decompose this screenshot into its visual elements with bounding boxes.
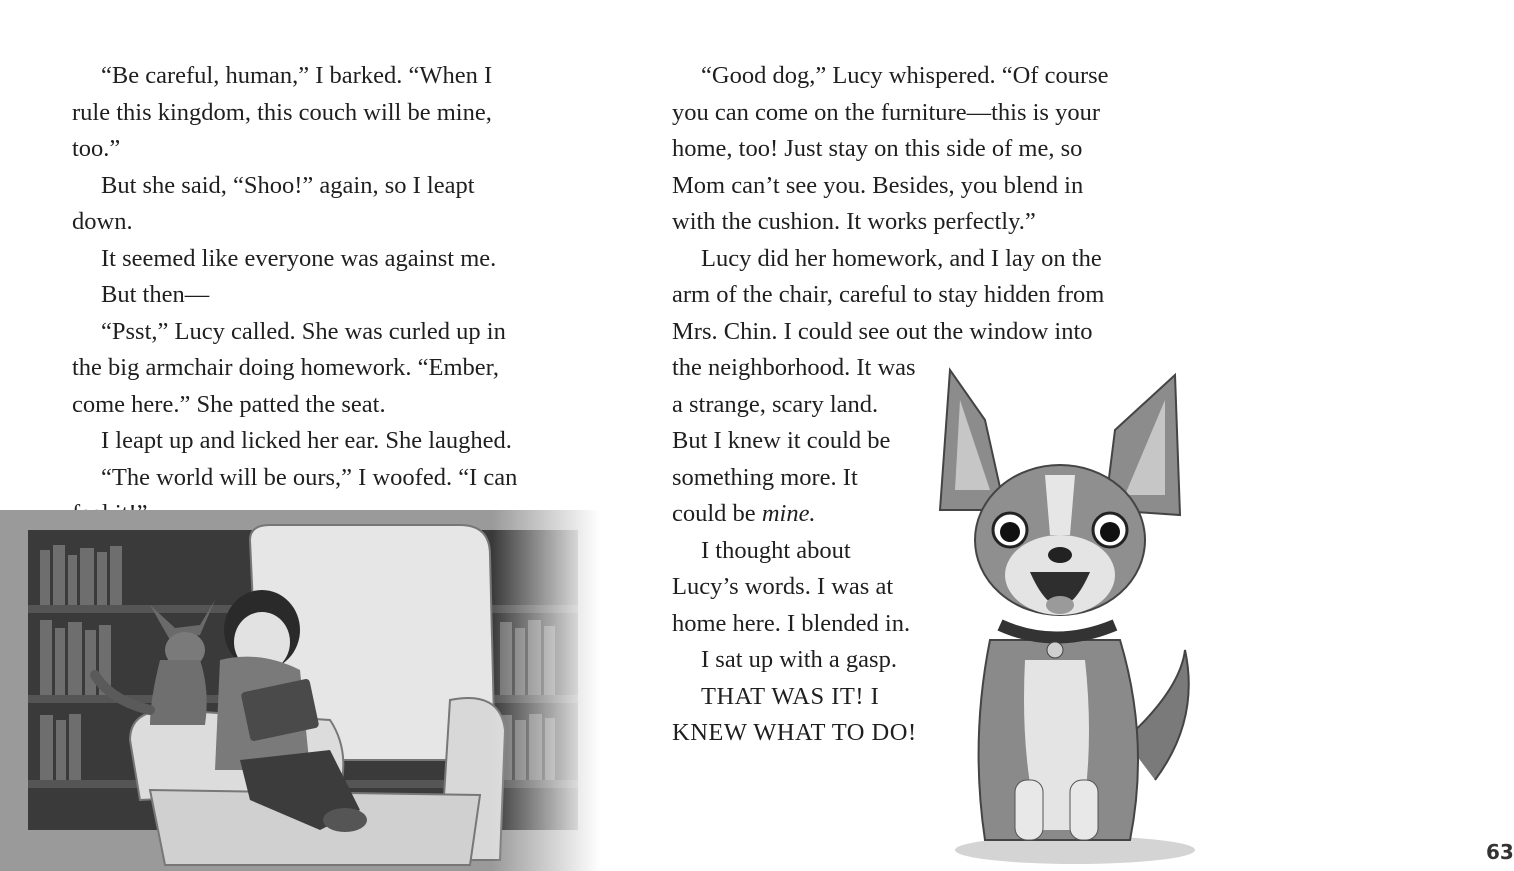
paragraph: “Good dog,” Lucy whispered. “Of course you can come on the furniture—this is your home, too! Just stay on this side of me, so Mom can’t see you. Besides, you blend in with the cushion. It works perfectly.” <box>672 62 1109 235</box>
left-page-text <box>72 58 532 533</box>
paragraph-wrap-text: the neighborhood. It was a strange, scary land. But I knew it could be something more. It could be <box>672 354 916 527</box>
girl-and-dog-in-armchair-illustration <box>0 510 600 871</box>
emphasis-word: mine. <box>761 500 816 527</box>
left-page <box>0 0 600 871</box>
paragraph: “The world will be ours,” I woofed. “I can <box>101 463 518 491</box>
paragraph: I leapt up and licked her ear. She laughed. <box>101 427 512 454</box>
paragraph-wrap <box>672 350 917 533</box>
paragraph: I sat up with a gasp. <box>701 646 897 673</box>
paragraph: “Be careful, human,” I barked. “When I rule this kingdom, this couch will be mine, too.” <box>72 62 493 162</box>
page-number: 63 <box>1486 840 1514 864</box>
paragraph: “Psst,” Lucy called. She was curled up in the big armchair doing homework. “Ember, come here.” She patted the seat. <box>72 317 506 418</box>
sitting-dog-illustration <box>930 360 1200 871</box>
right-page <box>600 0 1514 871</box>
paragraph: Lucy did her homework, and I lay on the arm of the chair, careful to stay hidden from Mrs. Chin. I could see out the window into <box>672 244 1105 345</box>
paragraph: But then— <box>101 281 210 308</box>
paragraph: But she said, “Shoo!” again, so I leapt down. <box>72 171 475 235</box>
paragraph-caps: THAT WAS IT! I KNEW WHAT TO DO! <box>672 682 917 746</box>
paragraph: It seemed like everyone was against me. <box>101 244 497 272</box>
paragraph: I thought about Lucy’s words. I was at home here. I blended in. <box>672 536 911 637</box>
